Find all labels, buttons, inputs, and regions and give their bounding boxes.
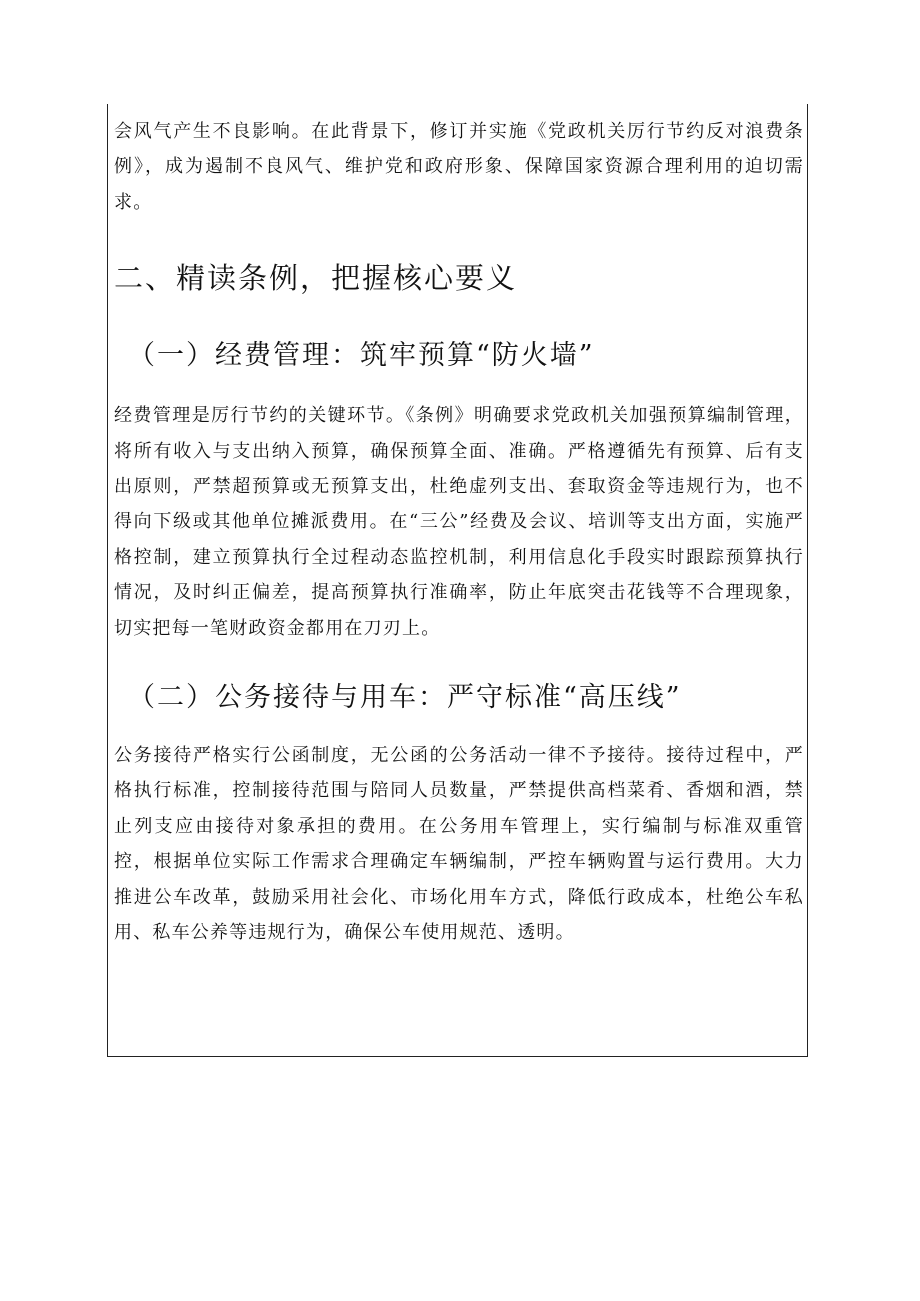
document-content xyxy=(114,104,804,951)
subsection-one-heading: （一）经费管理：筑牢预算“防火墙” xyxy=(128,340,595,372)
subsection-two-heading: （二）公务接待与用车：严守标准“高压线” xyxy=(128,682,682,714)
section-two-heading: 二、精读条例，把握核心要义 xyxy=(114,261,518,296)
intro-paragraph: 会风气产生不良影响。在此背景下，修订并实施《党政机关厉行节约反对浪费条例》，成为遏制不良风气、维护党和政府形象、保障国家资源合理利用的迫切需求。 xyxy=(114,121,804,213)
subsection-two-body: 公务接待严格实行公函制度，无公函的公务活动一律不予接待。接待过程中，严格执行标准，控制接待范围与陪同人员数量，严禁提供高档菜肴、香烟和酒，禁止列支应由接待对象承担的费用。在公务用车管理上，实行编制与标准双重管控，根据单位实际工作需求合理确定车辆编制，严控车辆购置与运行费用。大力推进公车改革，鼓励采用社会化、市场化用车方式，降低行政成本，杜绝公车私用、私车公养等违规行为，确保公车使用规范、透明。 xyxy=(114,745,804,944)
subsection-one-body: 经费管理是厉行节约的关键环节。《条例》明确要求党政机关加强预算编制管理，将所有收入与支出纳入预算，确保预算全面、准确。严格遵循先有预算、后有支出原则，严禁超预算或无预算支出，杜绝虚列支出、套取资金等违规行为，也不得向下级或其他单位摊派费用。在“三公”经费及会议、培训等支出方面，实施严格控制，建立预算执行全过程动态监控机制，利用信息化手段实时跟踪预算执行情况，及时纠正偏差，提高预算执行准确率，防止年底突击花钱等不合理现象，切实把每一笔财政资金都用在刀刃上。 xyxy=(114,405,804,639)
